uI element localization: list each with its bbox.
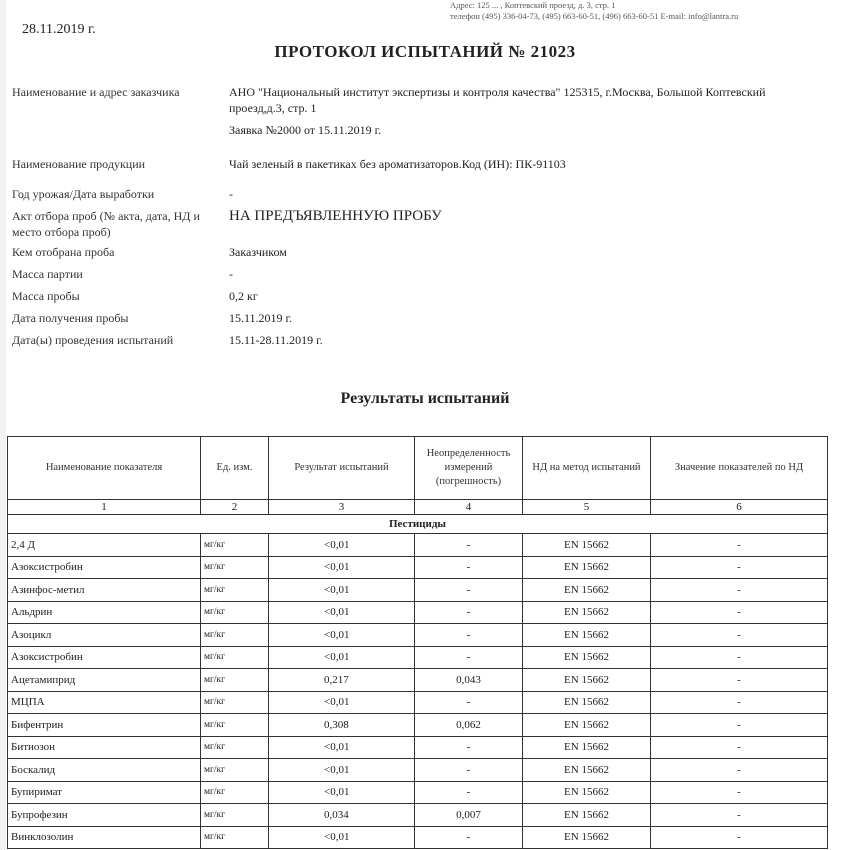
info-value: АНО "Национальный институт экспертизы и контроля качества" 125315, г.Москва, Большой Коптевский проезд,д.3, стр. 1	[229, 85, 766, 115]
test-method: EN 15662	[523, 804, 651, 827]
test-method: EN 15662	[523, 781, 651, 804]
column-header: Неопределенность измерений (погрешность)	[415, 437, 523, 500]
column-number: 4	[415, 500, 523, 515]
column-header: Результат испытаний	[269, 437, 415, 500]
contacts-line-1: Адрес: 125 ... , Коптевский проезд, д. 3, стр. 1	[450, 0, 616, 10]
unit: мг/кг	[201, 579, 269, 602]
indicator-name: 2,4 Д	[8, 534, 201, 557]
norm-value: -	[651, 714, 828, 737]
info-label: Дата(ы) проведения испытаний	[12, 333, 174, 347]
info-row-customer	[12, 84, 832, 126]
indicator-name: Азоксистробин	[8, 556, 201, 579]
test-result: <0,01	[269, 781, 415, 804]
norm-value: -	[651, 804, 828, 827]
indicator-name: Бупрофезин	[8, 804, 201, 827]
document-title: ПРОТОКОЛ ИСПЫТАНИЙ № 21023	[274, 42, 576, 61]
indicator-name: Бифентрин	[8, 714, 201, 737]
norm-value: -	[651, 601, 828, 624]
info-label: Масса пробы	[12, 289, 80, 303]
info-row-batch-mass	[12, 266, 832, 288]
contacts-line-2: телефон (495) 336-04-73, (495) 663-60-51, (496) 663-60-51 E-mail: info@lantra.ru	[450, 11, 739, 21]
uncertainty: -	[415, 601, 523, 624]
norm-value: -	[651, 691, 828, 714]
table-row	[8, 759, 828, 782]
norm-value: -	[651, 534, 828, 557]
table-row	[8, 736, 828, 759]
uncertainty: -	[415, 556, 523, 579]
test-method: EN 15662	[523, 601, 651, 624]
test-result: <0,01	[269, 826, 415, 849]
table-row	[8, 624, 828, 647]
norm-value: -	[651, 579, 828, 602]
test-method: EN 15662	[523, 736, 651, 759]
uncertainty: -	[415, 736, 523, 759]
uncertainty: -	[415, 691, 523, 714]
test-result: <0,01	[269, 556, 415, 579]
info-label: Год урожая/Дата выработки	[12, 187, 155, 201]
info-row-sampled-by	[12, 244, 832, 266]
test-result: <0,01	[269, 624, 415, 647]
test-method: EN 15662	[523, 714, 651, 737]
column-number: 5	[523, 500, 651, 515]
info-value: 0,2 кг	[229, 289, 258, 303]
info-row-harvest	[12, 186, 832, 208]
unit: мг/кг	[201, 534, 269, 557]
unit: мг/кг	[201, 826, 269, 849]
document-date: 28.11.2019 г.	[22, 22, 96, 37]
test-result: 0,034	[269, 804, 415, 827]
uncertainty: -	[415, 534, 523, 557]
column-header: Наименование показателя	[8, 437, 201, 500]
column-header: Ед. изм.	[201, 437, 269, 500]
group-label: Пестициды	[8, 515, 828, 534]
uncertainty: -	[415, 579, 523, 602]
indicator-name: Альдрин	[8, 601, 201, 624]
info-value: Заказчиком	[229, 245, 287, 259]
uncertainty: -	[415, 826, 523, 849]
table-row	[8, 669, 828, 692]
scan-edge	[0, 0, 6, 850]
unit: мг/кг	[201, 669, 269, 692]
norm-value: -	[651, 624, 828, 647]
indicator-name: Боскалид	[8, 759, 201, 782]
sample-info	[12, 84, 832, 354]
test-result: 0,217	[269, 669, 415, 692]
info-value: -	[229, 267, 233, 281]
info-row-sampling-act	[12, 208, 832, 244]
norm-value: -	[651, 646, 828, 669]
info-label: Кем отобрана проба	[12, 245, 115, 259]
test-method: EN 15662	[523, 691, 651, 714]
group-row	[8, 515, 828, 534]
uncertainty: -	[415, 624, 523, 647]
info-value: Заявка №2000 от 15.11.2019 г.	[229, 123, 382, 137]
norm-value: -	[651, 759, 828, 782]
info-value: 15.11-28.11.2019 г.	[229, 333, 323, 347]
table-row	[8, 804, 828, 827]
test-result: <0,01	[269, 691, 415, 714]
info-value: -	[229, 187, 233, 201]
test-result: <0,01	[269, 534, 415, 557]
info-row-product	[12, 156, 832, 186]
column-header: Значение показателей по НД	[651, 437, 828, 500]
indicator-name: Бупиримат	[8, 781, 201, 804]
info-row-order	[12, 122, 832, 152]
test-result: <0,01	[269, 579, 415, 602]
norm-value: -	[651, 736, 828, 759]
info-value: НА ПРЕДЪЯВЛЕННУЮ ПРОБУ	[229, 208, 442, 224]
table-row	[8, 601, 828, 624]
table-row	[8, 826, 828, 849]
uncertainty: 0,007	[415, 804, 523, 827]
test-method: EN 15662	[523, 646, 651, 669]
norm-value: -	[651, 556, 828, 579]
norm-value: -	[651, 826, 828, 849]
test-result: <0,01	[269, 601, 415, 624]
unit: мг/кг	[201, 691, 269, 714]
test-result: <0,01	[269, 759, 415, 782]
table-row	[8, 579, 828, 602]
results-table	[7, 436, 828, 849]
test-method: EN 15662	[523, 759, 651, 782]
table-row	[8, 781, 828, 804]
column-number: 1	[8, 500, 201, 515]
info-row-received-date	[12, 310, 832, 332]
header-contacts	[450, 0, 845, 22]
test-result: <0,01	[269, 646, 415, 669]
info-label: Акт отбора проб (№ акта, дата, НД и место отбора проб)	[12, 209, 200, 239]
norm-value: -	[651, 781, 828, 804]
table-header-row	[8, 437, 828, 500]
info-row-test-dates	[12, 332, 832, 354]
table-row	[8, 556, 828, 579]
table-row	[8, 691, 828, 714]
info-label: Наименование и адрес заказчика	[12, 85, 180, 99]
uncertainty: 0,043	[415, 669, 523, 692]
indicator-name: МЦПА	[8, 691, 201, 714]
test-method: EN 15662	[523, 826, 651, 849]
info-row-sample-mass	[12, 288, 832, 310]
uncertainty: -	[415, 759, 523, 782]
info-label: Дата получения пробы	[12, 311, 129, 325]
unit: мг/кг	[201, 624, 269, 647]
info-value: 15.11.2019 г.	[229, 311, 293, 325]
unit: мг/кг	[201, 781, 269, 804]
indicator-name: Винклозолин	[8, 826, 201, 849]
unit: мг/кг	[201, 646, 269, 669]
unit: мг/кг	[201, 601, 269, 624]
column-number: 6	[651, 500, 828, 515]
unit: мг/кг	[201, 804, 269, 827]
unit: мг/кг	[201, 759, 269, 782]
column-number-row	[8, 500, 828, 515]
test-result: <0,01	[269, 736, 415, 759]
indicator-name: Азоксистробин	[8, 646, 201, 669]
info-label: Наименование продукции	[12, 157, 146, 171]
table-row	[8, 646, 828, 669]
test-result: 0,308	[269, 714, 415, 737]
indicator-name: Азоцикл	[8, 624, 201, 647]
unit: мг/кг	[201, 714, 269, 737]
uncertainty: -	[415, 646, 523, 669]
test-method: EN 15662	[523, 579, 651, 602]
column-number: 3	[269, 500, 415, 515]
uncertainty: 0,062	[415, 714, 523, 737]
column-header: НД на метод испытаний	[523, 437, 651, 500]
norm-value: -	[651, 669, 828, 692]
table-row	[8, 534, 828, 557]
indicator-name: Битиозон	[8, 736, 201, 759]
test-method: EN 15662	[523, 624, 651, 647]
uncertainty: -	[415, 781, 523, 804]
info-value: Чай зеленый в пакетиках без ароматизаторов.Код (ИН): ПК-91103	[229, 157, 566, 171]
test-method: EN 15662	[523, 556, 651, 579]
test-method: EN 15662	[523, 669, 651, 692]
unit: мг/кг	[201, 736, 269, 759]
unit: мг/кг	[201, 556, 269, 579]
indicator-name: Ацетамиприд	[8, 669, 201, 692]
info-label: Масса партии	[12, 267, 83, 281]
table-row	[8, 714, 828, 737]
column-number: 2	[201, 500, 269, 515]
results-section-title: Результаты испытаний	[340, 390, 510, 407]
indicator-name: Азинфос-метил	[8, 579, 201, 602]
test-method: EN 15662	[523, 534, 651, 557]
